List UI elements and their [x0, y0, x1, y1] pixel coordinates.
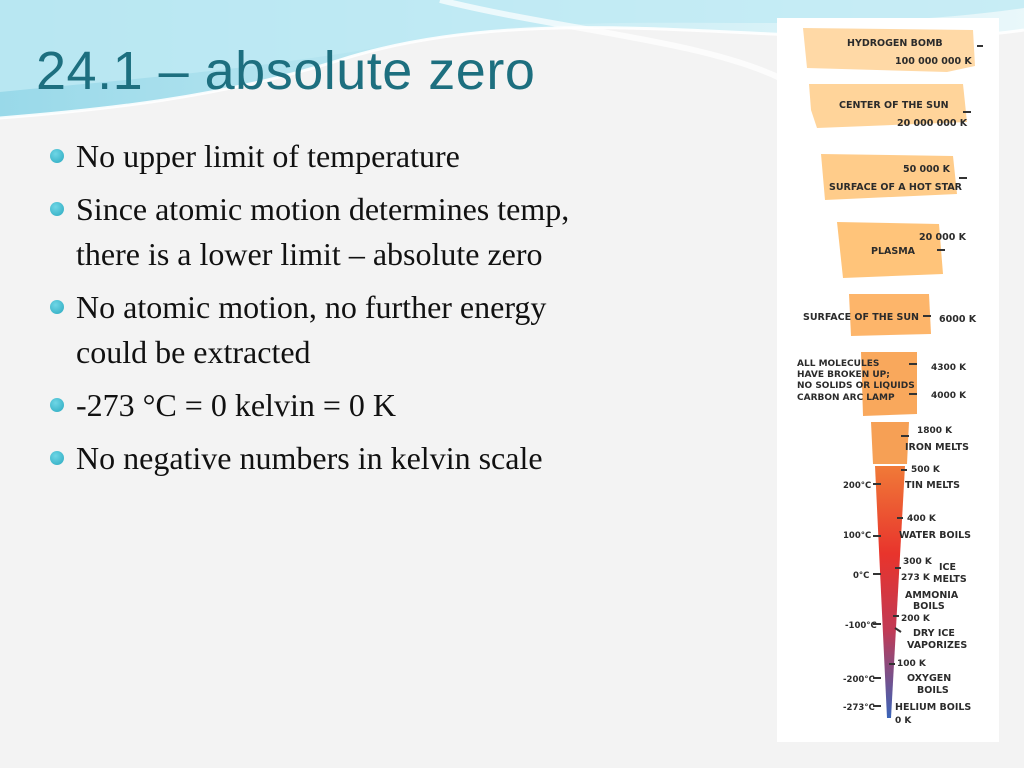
label-20000000k: 20 000 000 K: [897, 118, 968, 129]
banner-hot-star: [821, 154, 957, 200]
label-iron-melts: IRON MELTS: [905, 442, 969, 453]
bullet-item: [48, 134, 728, 179]
label-200k: 200 K: [901, 614, 930, 624]
bullet-line: -273 °C = 0 kelvin = 0 K: [76, 387, 396, 423]
label-6000k: 6000 K: [939, 314, 977, 325]
bullet-item: [48, 436, 728, 481]
bullet-dot-icon: [50, 398, 64, 412]
label-4300k: 4300 K: [931, 363, 967, 373]
label-ammonia-boils: BOILS: [913, 601, 945, 612]
bullet-item: [48, 285, 728, 375]
label-vaporizes: VAPORIZES: [907, 640, 968, 651]
label-100c: 100°C: [843, 531, 872, 541]
bullet-item: [48, 187, 728, 277]
label-dry-ice: DRY ICE: [913, 628, 955, 639]
label-4000k: 4000 K: [931, 391, 967, 401]
temperature-scale-figure: [777, 18, 999, 742]
label-minus200c: -200°C: [843, 675, 875, 685]
label-100000000k: 100 000 000 K: [895, 56, 972, 67]
bullet-line: there is a lower limit – absolute zero: [76, 236, 543, 272]
banner-iron: [871, 422, 909, 464]
bullet-line: No atomic motion, no further energy: [76, 289, 547, 325]
label-300k: 300 K: [903, 557, 932, 567]
label-500k: 500 K: [911, 465, 940, 475]
label-oxygen: OXYGEN: [907, 673, 952, 684]
label-molecules-3: NO SOLIDS OR LIQUIDS: [797, 381, 915, 391]
label-200c: 200°C: [843, 481, 872, 491]
label-20000k: 20 000 K: [919, 232, 967, 243]
bullet-line: Since atomic motion determines temp,: [76, 191, 570, 227]
label-molecules-2: HAVE BROKEN UP;: [797, 370, 890, 380]
bullet-line: No negative numbers in kelvin scale: [76, 440, 543, 476]
label-273k: 273 K: [901, 573, 930, 583]
bullet-dot-icon: [50, 149, 64, 163]
label-carbon-arc: CARBON ARC LAMP: [797, 393, 895, 403]
label-100k: 100 K: [897, 659, 926, 669]
label-tin-melts: TIN MELTS: [905, 480, 961, 491]
label-melts: MELTS: [933, 574, 967, 585]
label-0c: 0°C: [853, 571, 870, 581]
bullet-line: No upper limit of temperature: [76, 138, 460, 174]
thermometer-tube: [875, 466, 905, 718]
slide-title: 24.1 – absolute zero: [36, 41, 536, 101]
bullet-line: could be extracted: [76, 334, 311, 370]
temperature-scale-drawing: [777, 18, 999, 742]
label-water-boils: WATER BOILS: [899, 530, 972, 541]
label-0k: 0 K: [895, 716, 912, 726]
label-ammonia: AMMONIA: [905, 590, 959, 601]
label-ice: ICE: [939, 562, 956, 573]
label-oxygen-boils: BOILS: [917, 685, 949, 696]
label-minus273c: -273°C: [843, 703, 875, 713]
bullet-dot-icon: [50, 300, 64, 314]
bullet-dot-icon: [50, 451, 64, 465]
label-400k: 400 K: [907, 514, 936, 524]
label-surface-sun: SURFACE OF THE SUN: [803, 312, 919, 323]
bullet-item: [48, 383, 728, 428]
label-molecules-1: ALL MOLECULES: [797, 359, 880, 369]
label-hot-star: SURFACE OF A HOT STAR: [829, 182, 962, 193]
label-hydrogen-bomb: HYDROGEN BOMB: [847, 38, 943, 49]
label-minus100c: -100°C: [845, 621, 877, 631]
label-center-sun: CENTER OF THE SUN: [839, 100, 949, 111]
bullet-list: [48, 134, 728, 489]
label-50000k: 50 000 K: [903, 164, 951, 175]
bullet-dot-icon: [50, 202, 64, 216]
label-helium-boils: HELIUM BOILS: [895, 702, 972, 713]
label-1800k: 1800 K: [917, 426, 953, 436]
label-plasma: PLASMA: [871, 246, 916, 257]
